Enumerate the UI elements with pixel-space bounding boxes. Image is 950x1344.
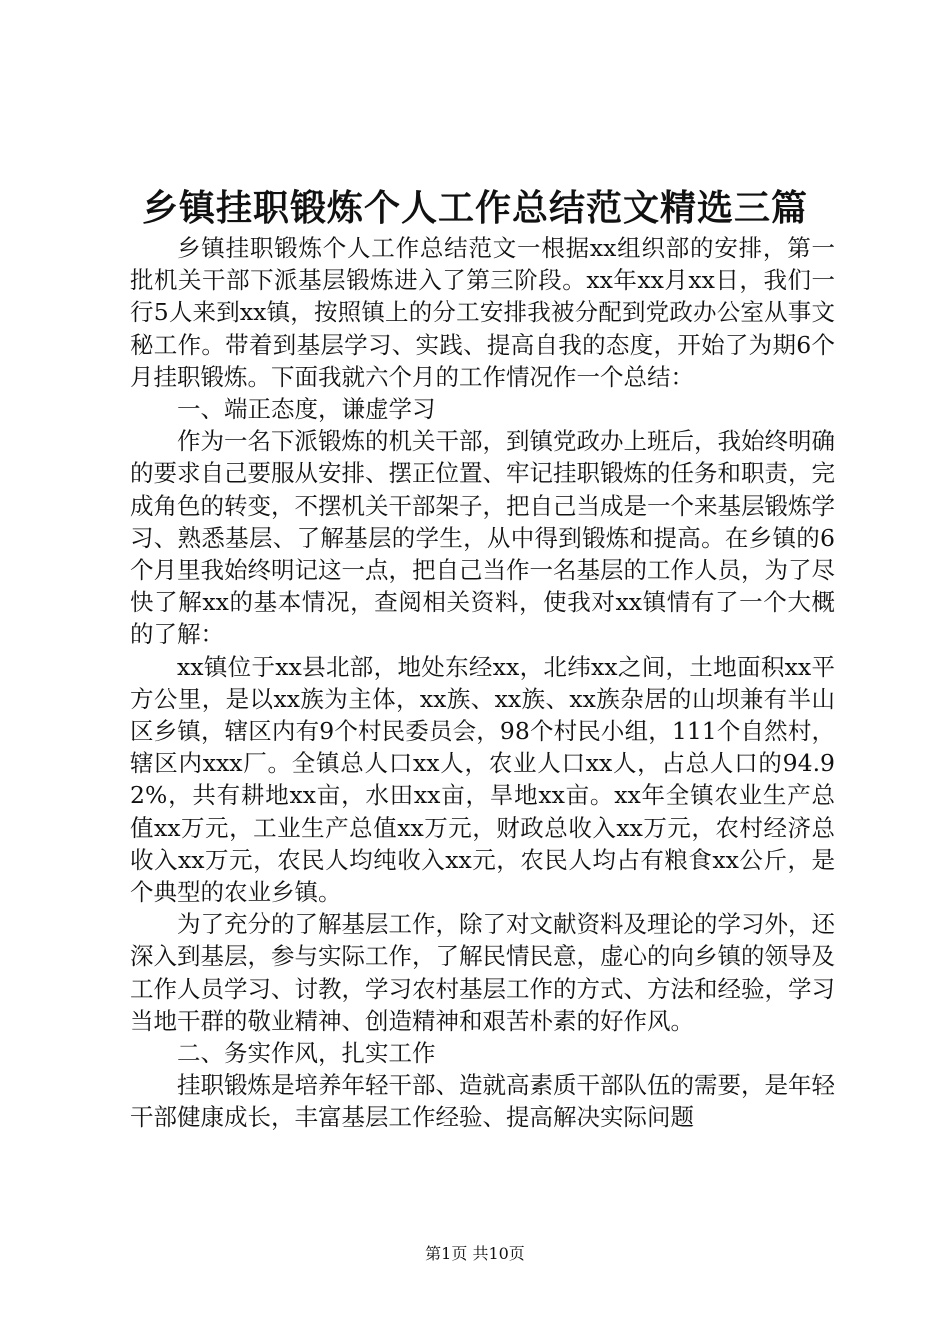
paragraph: 为了充分的了解基层工作，除了对文献资料及理论的学习外，还深入到基层，参与实际工作，了解民情民意，虚心的向乡镇的领导及工作人员学习、讨教，学习农村基层工作的方式、方法和经验，学习当地干群的敬业精神、创造精神和艰苦朴素的好作风。	[130, 910, 835, 1035]
paragraph: 作为一名下派锻炼的机关干部，到镇党政办上班后，我始终明确的要求自己要服从安排、摆正位置、牢记挂职锻炼的任务和职责，完成角色的转变，不摆机关干部架子，把自己当成是一个来基层锻炼学习、熟悉基层、了解基层的学生，从中得到锻炼和提高。在乡镇的6个月里我始终明记这一点，把自己当作一名基层的工作人员，为了尽快了解xx的基本情况，查阅相关资料，使我对xx镇情有了一个大概的了解：	[130, 427, 835, 649]
paragraph: 乡镇挂职锻炼个人工作总结范文一根据xx组织部的安排，第一批机关干部下派基层锻炼进入了第三阶段。xx年xx月xx日，我们一行5人来到xx镇，按照镇上的分工安排我被分配到党政办公室从事文秘工作。带着到基层学习、实践、提高自我的态度，开始了为期6个月挂职锻炼。下面我就六个月的工作情况作一个总结：	[130, 234, 835, 391]
section-heading: 一、端正态度，谦虚学习	[177, 395, 436, 424]
section-heading: 二、务实作风，扎实工作	[177, 1039, 436, 1068]
document-title: 乡镇挂职锻炼个人工作总结范文精选三篇	[141, 187, 808, 229]
paragraph: xx镇位于xx县北部，地处东经xx，北纬xx之间，土地面积xx平方公里，是以xx族为主体，xx族、xx族、xx族杂居的山坝兼有半山区乡镇，辖区内有9个村民委员会，98个村民小组，111个自然村，辖区内xxx厂。全镇总人口xx人，农业人口xx人，占总人口的94.92%，共有耕地xx亩，水田xx亩，旱地xx亩。xx年全镇农业生产总值xx万元，工业生产总值xx万元，财政总收入xx万元，农村经济总收入xx万元，农民人均纯收入xx元，农民人均占有粮食xx公斤，是个典型的农业乡镇。	[130, 652, 835, 907]
page-footer: 第1页 共10页	[425, 1244, 525, 1263]
paragraph: 挂职锻炼是培养年轻干部、造就高素质干部队伍的需要，是年轻干部健康成长，丰富基层工作经验、提高解决实际问题	[130, 1071, 835, 1132]
document-body	[130, 232, 835, 1134]
